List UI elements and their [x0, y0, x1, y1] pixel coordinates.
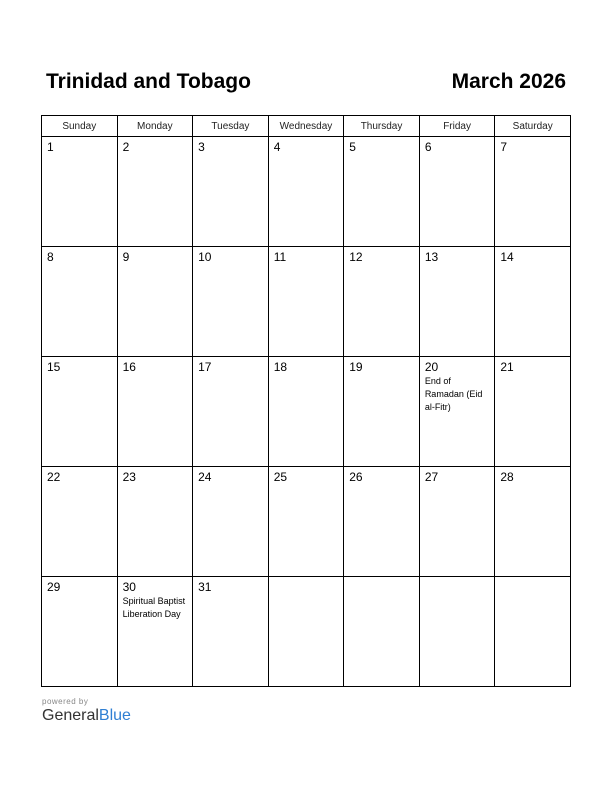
day-cell — [42, 467, 118, 577]
day-number: 19 — [349, 360, 363, 374]
calendar-grid — [41, 115, 571, 687]
day-cell — [268, 357, 344, 467]
holiday-label: End of Ramadan (Eid al-Fitr) — [424, 376, 483, 412]
day-cell — [495, 137, 571, 247]
brand-blue-text: Blue — [98, 707, 131, 724]
day-cell — [117, 467, 193, 577]
day-number: 10 — [198, 250, 212, 264]
day-number: 29 — [47, 580, 61, 594]
weekday-wednesday: Wednesday — [268, 116, 344, 137]
day-cell — [117, 357, 193, 467]
day-cell — [344, 357, 420, 467]
calendar-header — [46, 70, 566, 100]
day-cell — [117, 137, 193, 247]
day-cell — [344, 137, 420, 247]
day-number: 6 — [424, 140, 432, 154]
day-cell — [193, 577, 269, 687]
brand-general-text: General — [42, 707, 99, 724]
day-number: 9 — [122, 250, 130, 264]
day-number: 27 — [424, 470, 439, 484]
powered-by-text: powered by — [42, 697, 89, 706]
week-row — [42, 137, 571, 247]
day-number: 5 — [349, 140, 356, 154]
day-cell — [495, 467, 571, 577]
day-cell — [42, 137, 118, 247]
day-cell — [268, 247, 344, 357]
day-number: 23 — [122, 470, 136, 484]
day-number: 12 — [349, 250, 363, 264]
day-cell — [495, 577, 571, 687]
brand-logo[interactable] — [42, 707, 131, 725]
day-number: 31 — [198, 580, 212, 594]
day-number: 16 — [122, 360, 136, 374]
day-cell — [268, 577, 344, 687]
weekday-sunday: Sunday — [42, 116, 118, 137]
day-cell — [344, 467, 420, 577]
weekday-friday: Friday — [419, 116, 495, 137]
weekday-saturday: Saturday — [495, 116, 571, 137]
day-number: 11 — [273, 250, 287, 264]
holiday-label: Spiritual Baptist Liberation Day — [122, 596, 186, 619]
day-cell — [419, 137, 495, 247]
day-number: 25 — [273, 470, 288, 484]
day-number: 7 — [500, 140, 508, 154]
day-cell — [193, 247, 269, 357]
day-cell — [495, 247, 571, 357]
day-cell — [344, 577, 420, 687]
month-year-title: March 2026 — [451, 70, 566, 93]
day-number: 18 — [273, 360, 288, 374]
week-row — [42, 357, 571, 467]
weekday-thursday: Thursday — [344, 116, 420, 137]
day-cell — [268, 137, 344, 247]
week-row — [42, 467, 571, 577]
week-row — [42, 577, 571, 687]
day-cell — [42, 577, 118, 687]
day-number: 3 — [198, 140, 205, 154]
day-number: 2 — [122, 140, 130, 154]
week-row — [42, 247, 571, 357]
day-number: 22 — [47, 470, 61, 484]
day-number: 4 — [273, 140, 281, 154]
day-cell — [193, 137, 269, 247]
day-cell — [344, 247, 420, 357]
weekday-tuesday: Tuesday — [193, 116, 269, 137]
day-number: 26 — [349, 470, 363, 484]
day-cell — [193, 357, 269, 467]
day-cell — [42, 247, 118, 357]
day-number: 15 — [47, 360, 61, 374]
day-number: 13 — [424, 250, 439, 264]
country-title: Trinidad and Tobago — [46, 70, 251, 93]
day-number: 30 — [122, 580, 136, 594]
day-cell — [193, 467, 269, 577]
day-cell — [419, 247, 495, 357]
day-cell — [117, 577, 193, 687]
day-cell — [268, 467, 344, 577]
weekday-header-row — [42, 116, 571, 137]
day-number: 28 — [500, 470, 514, 484]
day-cell — [419, 467, 495, 577]
day-number: 21 — [500, 360, 514, 374]
day-number: 8 — [47, 250, 54, 264]
day-number: 1 — [47, 140, 54, 154]
weekday-monday: Monday — [117, 116, 193, 137]
day-cell — [419, 577, 495, 687]
day-number: 24 — [198, 470, 212, 484]
day-number: 17 — [198, 360, 212, 374]
day-number: 20 — [424, 360, 439, 374]
day-cell — [42, 357, 118, 467]
day-cell — [419, 357, 495, 467]
day-number: 14 — [500, 250, 514, 264]
footer-branding — [42, 697, 131, 725]
day-cell — [495, 357, 571, 467]
day-cell — [117, 247, 193, 357]
